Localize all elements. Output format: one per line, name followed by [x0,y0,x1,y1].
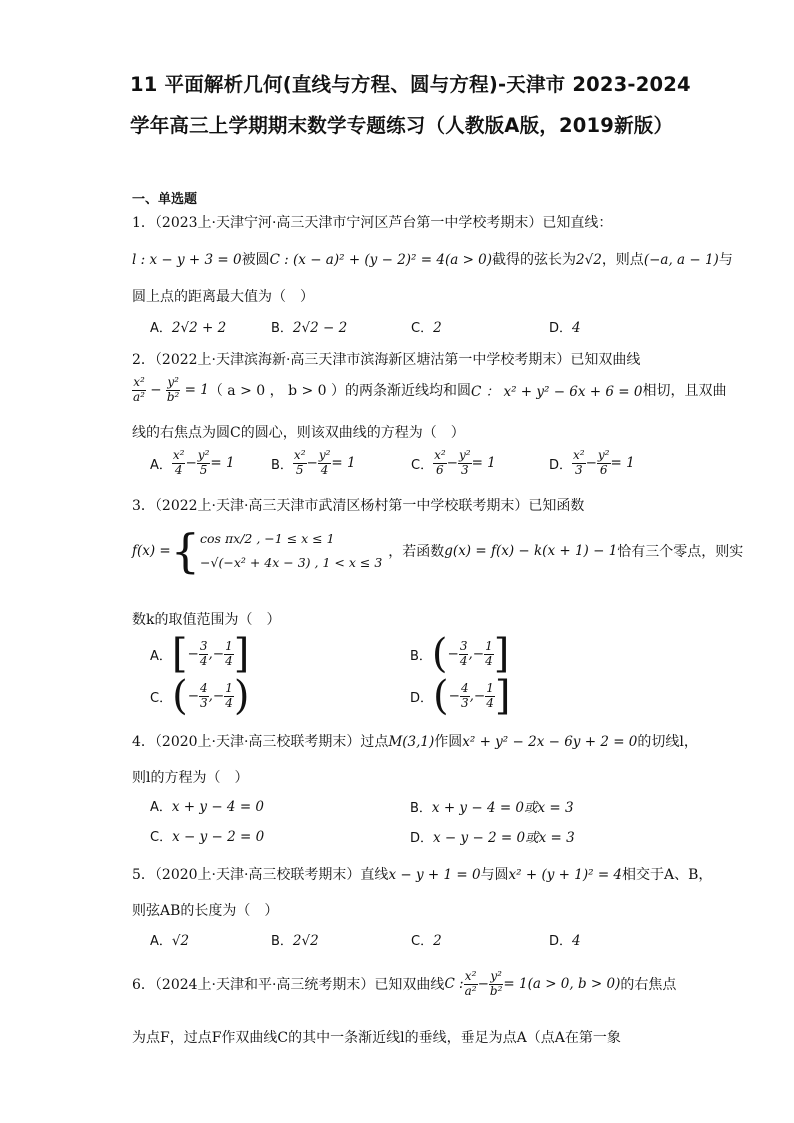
q2-option-a[interactable]: A． $\frac{\text{x²}}{4}$ − $\frac{\text{y²}}{5}$ = 1 [150,448,235,477]
q5-line1: 5．（2020上·天津·高三校联考期末）直线x − y + 1 = 0与圆x² + (y + 1)² = 4相交于A、B， [132,867,713,883]
q5-line: x − y + 1 = 0 [388,867,481,883]
q5-stem-2: 则弦AB的长度为（ ） [132,903,279,919]
q5-option-d[interactable]: D．4 [549,933,581,949]
q4-point: M(3,1) [388,734,435,750]
q5-option-b[interactable]: B．2√2 [271,933,319,949]
q1-option-b[interactable]: B．2√2 − 2 [271,320,348,336]
q6-curve: C : [444,976,464,993]
page-title-line-2: 学年高三上学期期末数学专题练习（人教版A版，2019新版） [130,114,674,137]
q1-line-expr: l : x − y + 3 = 0 [132,252,242,268]
q4-option-a[interactable]: A．x + y − 4 = 0 [150,799,265,815]
q4-circle: x² + y² − 2x − 6y + 2 = 0 [462,734,638,750]
q4-option-b[interactable]: B．x + y − 4 = 0或x = 3 [410,800,574,816]
q3-line2: f(x) = { cos πx/2 , −1 ≤ x ≤ 1 −√(−x² + 4x − 3) , 1 < x ≤ 3 ，若函数 g(x) = f(x) − k(x + 1) − 1 恰有三个零点，则实 [132,523,744,578]
q1-option-d[interactable]: D．4 [549,320,581,336]
q3-pieces [200,527,382,575]
q4-option-d[interactable]: D．x − y − 2 = 0或x = 3 [410,830,575,846]
q1-point: (−a, a − 1) [643,252,719,268]
q6-line1: 6．（2024上·天津和平·高三统考期末）已知双曲线 C : $\frac{\text{x²}}{\text{a²}}$ − $\frac{\text{y²}}{\text{b²}}$ = 1(a > 0, b > 0) 的右焦点 [132,969,677,998]
q5-option-c[interactable]: C．2 [411,933,442,949]
section-heading: 一、单选题 [132,192,198,207]
q1-circle-expr: C : (x − a)² + (y − 2)² = 4(a > 0) [269,252,493,268]
page-title-line-1: 11 平面解析几何(直线与方程、圆与方程)-天津市 2023-2024 [130,73,691,96]
q3-gx: g(x) = f(x) − k(x + 1) − 1 [444,542,618,559]
q3-stem: 3．（2022上·天津·高三天津市武清区杨村第一中学校联考期末）已知函数 [132,498,585,514]
q2-stem: 2．（2022上·天津滨海新·高三天津市滨海新区塘沽第一中学校考期末）已知双曲线 [132,352,641,368]
q3-stem-3: 数k的取值范围为（ ） [132,612,281,628]
q3-option-d[interactable]: D． ( − $\frac{4}{3}$ ,− $\frac{1}{4}$ ] [410,673,511,719]
q4-option-c[interactable]: C．x − y − 2 = 0 [150,829,265,845]
q4-line1: 4．（2020上·天津·高三校联考期末）过点M(3,1)作圆x² + y² − 2x − 6y + 2 = 0的切线l， [132,734,698,750]
q3-fx: f(x) = [132,542,171,559]
q6-stem-2: 为点F，过点F作双曲线C的其中一条渐近线l的垂线，垂足为点A（点A在第一象 [132,1030,621,1046]
q5-circle: x² + (y + 1)² = 4 [508,867,623,883]
q2-frac-x: $\frac{\text{x²}}{\text{a²}}$ [133,375,145,404]
q1-stem-3: 圆上点的距离最大值为（ ） [132,289,314,305]
q3-piece-2: −√(−x² + 4x − 3) , 1 < x ≤ 3 [200,554,383,570]
q1-line2: l : x − y + 3 = 0被圆C : (x − a)² + (y − 2)² = 4(a > 0)截得的弦长为2√2，则点(−a, a − 1)与 [132,252,733,268]
q2-option-b[interactable]: B． $\frac{\text{x²}}{5}$ − $\frac{\text{y²}}{4}$ = 1 [271,448,356,477]
q3-piece-1: cos πx/2 , −1 ≤ x ≤ 1 [200,531,335,546]
q2-option-c[interactable]: C． $\frac{\text{x²}}{6}$ − $\frac{\text{y²}}{3}$ = 1 [411,448,496,477]
q2-option-d[interactable]: D． $\frac{\text{x²}}{3}$ − $\frac{\text{y²}}{6}$ = 1 [549,448,635,477]
q2-line2: $\frac{\text{x²}}{\text{a²}}$ − $\frac{\text{y²}}{\text{b²}}$ = 1 （ a > 0 ， b > 0 ）的两条渐近线均和圆 C ： x² + y² − 6x + 6 = 0 相切，且双曲 [133,375,727,404]
q5-option-a[interactable]: A．√2 [150,933,190,949]
q1-option-a[interactable]: A．2√2 + 2 [150,320,227,336]
q3-option-c[interactable]: C． ( − $\frac{4}{3}$ ,− $\frac{1}{4}$ ) [150,673,250,719]
q2-circle: C ： x² + y² − 6x + 6 = 0 [471,384,643,401]
q3-option-b[interactable]: B． ( − $\frac{3}{4}$ ,− $\frac{1}{4}$ ] [410,631,510,677]
q2-frac-y: $\frac{\text{y²}}{\text{b²}}$ [166,375,180,404]
q1-chord: 2√2 [576,252,602,268]
q1-stem: 1．（2023上·天津宁河·高三天津市宁河区芦台第一中学校考期末）已知直线： [132,215,613,231]
q6-cond: = 1(a > 0, b > 0) [503,976,621,993]
q4-stem-2: 则l的方程为（ ） [132,770,249,786]
q3-option-a[interactable]: A． [ − $\frac{3}{4}$ ,− $\frac{1}{4}$ ] [150,631,250,677]
q3-brace: { [170,523,201,578]
q1-option-c[interactable]: C．2 [411,320,442,336]
q2-stem-3: 线的右焦点为圆C的圆心，则该双曲线的方程为（ ） [132,425,465,441]
